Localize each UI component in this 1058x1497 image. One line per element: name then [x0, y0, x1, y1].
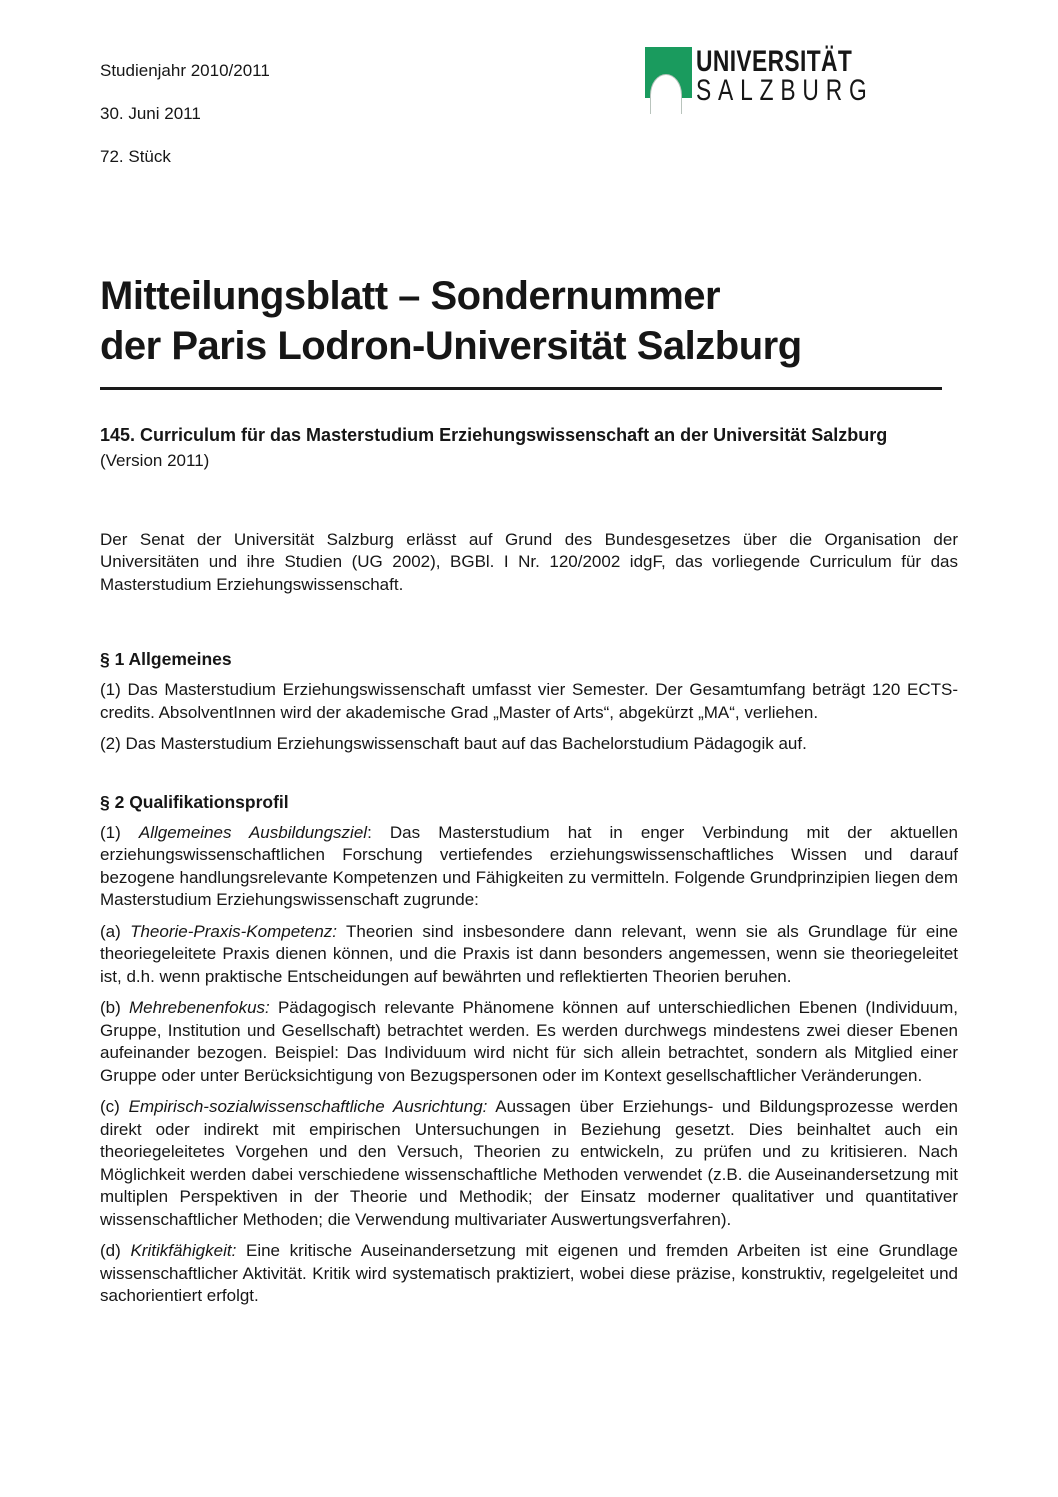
document-title-line1: Mitteilungsblatt – Sondernummer [100, 273, 721, 318]
paragraph: (1) Allgemeines Ausbildungsziel: Das Masterstudium hat in enger Verbindung mit der aktuellen erziehungswissenschaftlichen Forschung vertiefendes erziehungswissenschaftliches Wissen und darauf bezogene handlungsrelevante Kompetenzen und Fähigkeiten zu vermitteln. Folgende Grundprinzipien liegen dem Masterstudium Erziehungswissenschaft zugrunde: [100, 822, 959, 909]
paragraph: (2) Das Masterstudium Erziehungswissenschaft baut auf das Bachelorstudium Pädagogik auf. [100, 734, 807, 753]
university-logo [645, 47, 930, 105]
university-logo-mark [645, 47, 692, 98]
paragraph: (d) Kritikfähigkeit: Eine kritische Auseinandersetzung mit eigenen und fremden Arbeiten ist eine Grundlage wissenschaftlicher Aktivität. Kritik wird systematisch praktiziert, wobei diese präzise, konstruktiv, regelgeleitet und sachorientiert erfolgt. [100, 1241, 959, 1305]
dome-icon [650, 74, 682, 114]
version-label: (Version 2011) [100, 450, 210, 470]
document-header [100, 38, 958, 189]
logo-universitaet-label: UNIVERSITÄT [696, 45, 853, 78]
paragraph: (1) Das Masterstudium Erziehungswissenschaft umfasst vier Semester. Der Gesamtumfang beträgt 120 ECTS-credits. AbsolventInnen wird der akademische Grad „Master of Arts“, abgekürzt „MA“, verliehen. [100, 680, 958, 722]
document-title-line2: der Paris Lodron-Universität Salzburg [100, 323, 802, 368]
issue-line-studienjahr: Studienjahr 2010/2011 [100, 60, 270, 80]
document-title [100, 271, 958, 371]
paragraph: (a) Theorie-Praxis-Kompetenz: Theorien sind insbesondere dann relevant, wenn sie als Grundlage für eine theoriegeleitete Praxis dienen können, und die Praxis ist dann besonders angemessen, wenn sie theoriegeleitet ist, d.h. wenn praktische Entscheidungen auf bewährten und reflektierten Theorien beruhen. [100, 921, 958, 986]
paragraph: (b) Mehrebenenfokus: Pädagogisch relevante Phänomene können auf unterschiedlichen Ebenen (Individuum, Gruppe, Institution und Gesellschaft) betrachtet werden. Es werden durchwegs mindestens zwei dieser Ebenen aufeinander bezogen. Beispiel: Das Individuum wird nicht für sich allein betrachtet, sondern als Mitglied einer Gruppe oder unter Berücksichtigung von Bezugspersonen oder im Kontext gesellschaftlicher Veränderungen. [100, 998, 958, 1085]
issue-info [100, 38, 270, 189]
title-divider [100, 387, 942, 390]
logo-salzburg-label: SALZBURG [696, 74, 874, 107]
article-heading: 145. Curriculum für das Masterstudium Erziehungswissenschaft an der Universität Salzburg [100, 424, 888, 445]
paragraph: (c) Empirisch-sozialwissenschaftliche Ausrichtung: Aussagen über Erziehungs- und Bildungsprozesse werden direkt oder indirekt mit empirischen Untersuchungen in Beziehung gesetzt. Dies beinhaltet auch ein theoriegeleitetes Vorgehen und den Versuch, Theorien zu entwickeln, zu prüfen und zu kritisieren. Nach Möglichkeit werden dabei verschiedene wissenschaftliche Methoden verwendet (z.B. die Auseinandersetzung mit multiplen Perspektiven in der Theorie und Methodik; der Einsatz moderner qualitativer und quantitativer wissenschaftlicher Methoden; die Verwendung multivariater Auswertungsverfahren). [100, 1097, 959, 1229]
issue-line-stueck: 72. Stück [100, 146, 171, 166]
article-sections [100, 648, 958, 1308]
issue-line-date: 30. Juni 2011 [100, 103, 201, 123]
university-logo-text [696, 47, 930, 105]
section-heading: § 1 Allgemeines [100, 649, 232, 669]
section-heading: § 2 Qualifikationsprofil [100, 791, 289, 812]
intro-paragraph: Der Senat der Universität Salzburg erlässt auf Grund des Bundesgesetzes über die Organisation der Universitäten und ihre Studien (UG 2002), BGBl. I Nr. 120/2002 idgF, das vorliegende Curriculum für das Masterstudium Erziehungswissenschaft. [100, 529, 958, 594]
